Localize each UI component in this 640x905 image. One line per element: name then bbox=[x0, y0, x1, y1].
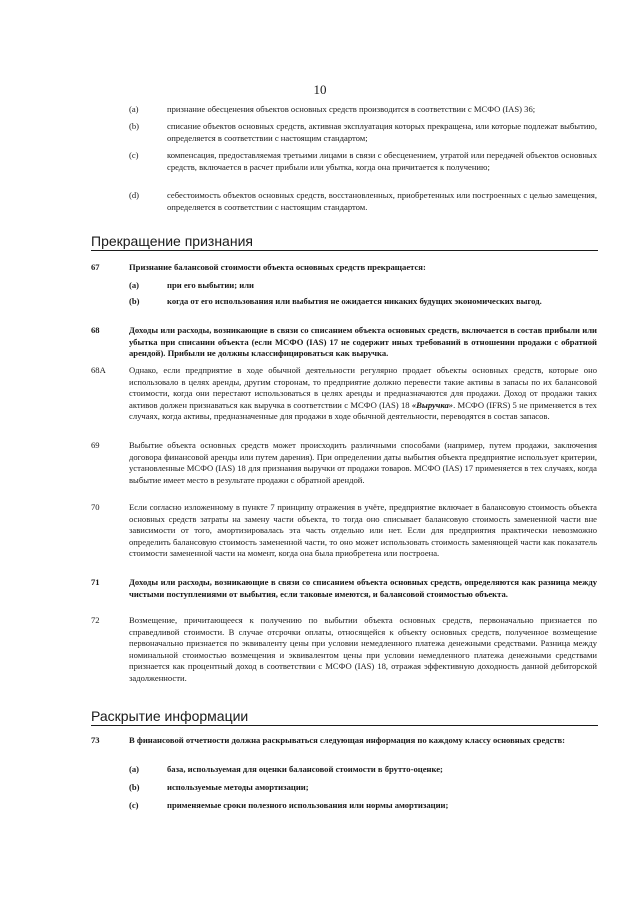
text-segment: . МСФО (IFRS) 5 не применяется в тех случаях, когда активы, предназначенные для продажи в ходе обычной деятельности, переводятся в состав запасов. bbox=[129, 399, 597, 422]
text-segment: Однако, если предприятие в ходе обычной деятельности регулярно продает объекты основных средств, которые оно использовало в целях аренды, другим сторонам, то предприятие должно перевести такие активы в запасы по их балансовой стоимости, когда они перестают использоваться в целях аренды и предназначаются для продажи. Доход от продажи таких активов должен признаваться как выручка в соответствии с МСФО (IAS) 18 bbox=[129, 365, 597, 410]
paragraph-number: 67 bbox=[91, 262, 100, 272]
item-label: (a) bbox=[129, 104, 139, 114]
item-label: (b) bbox=[129, 296, 140, 306]
paragraph-number: 68А bbox=[91, 365, 106, 375]
paragraph-number: 73 bbox=[91, 735, 100, 745]
item-text: признание обесценения объектов основных средств производится в соответствии с МСФО (IAS) 36; bbox=[167, 104, 536, 114]
paragraph-text: Выбытие объекта основных средств может происходить различными способами (например, путем продажи, заключения договора финансовой аренды или путем дарения). При определении даты выбытия объекта предприятие использует критерии, установленные МСФО (IAS) 18 для признания выручки от продажи товаров. МСФО (IAS) 17 применяется в тех случаях, когда выбытие имеет место в результате продажи с обратной арендой. bbox=[129, 440, 597, 485]
paragraph-text: Если согласно изложенному в пункте 7 принципу отражения в учёте, предприятие включает в балансовую стоимость объекта основных средств затраты на замену части объекта, то тогда оно списывает балансовую стоимость замененной части вне зависимости от того, амортизировалась эта часть отдельно или нет. Если для предприятия практически невозможно определить балансовую стоимость замененной части, то оно может использовать стоимость заменяющей части как показатель стоимости замененной части на момент, когда она была приобретена или построена. bbox=[129, 502, 597, 559]
item-text: себестоимость объектов основных средств, восстановленных, приобретенных или построенных с целью замещения, определяется в соответствии с настоящим стандартом. bbox=[167, 190, 597, 212]
section-heading: Прекращение признания bbox=[91, 233, 598, 251]
text-segment-italic: «Выручка» bbox=[411, 399, 454, 410]
section-heading: Раскрытие информации bbox=[91, 708, 598, 726]
item-label: (d) bbox=[129, 190, 140, 200]
item-text: компенсация, предоставляемая третьими лицами в связи с обесценением, утратой или передачей объектов основных средств, включается в расчет прибыли или убытка, когда она причитается к получению; bbox=[167, 150, 597, 172]
paragraph-text: Доходы или расходы, возникающие в связи со списанием объекта основных средств, включается в состав прибыли или убытка при списании объекта (если МСФО (IAS) 17 не содержит иных требований в отношении продажи с обратной арендой). Прибыли не должны классифицироваться как выручка. bbox=[129, 325, 597, 359]
item-label: (a) bbox=[129, 280, 140, 290]
paragraph-number: 72 bbox=[91, 615, 100, 625]
paragraph-number: 68 bbox=[91, 325, 100, 335]
paragraph-number: 69 bbox=[91, 440, 100, 450]
item-text: база, используемая для оценки балансовой стоимости в брутто-оценке; bbox=[167, 764, 443, 774]
paragraph-text: В финансовой отчетности должна раскрываться следующая информация по каждому классу основных средств: bbox=[129, 735, 566, 745]
item-text: при его выбытии; или bbox=[167, 280, 254, 290]
page-number: 10 bbox=[313, 82, 327, 97]
item-text: используемые методы амортизации; bbox=[167, 782, 309, 792]
item-label: (a) bbox=[129, 764, 140, 774]
item-text: применяемые сроки полезного использования или нормы амортизации; bbox=[167, 800, 449, 810]
item-label: (c) bbox=[129, 150, 139, 160]
item-label: (c) bbox=[129, 800, 139, 810]
paragraph-number: 71 bbox=[91, 577, 100, 587]
item-label: (b) bbox=[129, 121, 140, 131]
item-label: (b) bbox=[129, 782, 140, 792]
paragraph-text: Возмещение, причитающееся к получению по выбытии объекта основных средств, первоначально признается по справедливой стоимости. В случае отсрочки оплаты, относящейся к объекту основных средств, полученное возмещение первоначально признается по эквиваленту цены при условии немедленного платежа денежными средствами. Разница между номинальной стоимостью возмещения и эквивалентом цены при условии немедленного платежа денежными средствами признается как процентный доход в соответствии с МСФО (IAS) 18, отражая эффективную доходность данной дебиторской задолженности. bbox=[129, 615, 597, 683]
item-text: списание объектов основных средств, активная эксплуатация которых прекращена, или которые подлежат выбытию, определяется в соответствии с настоящим стандартом; bbox=[167, 121, 597, 143]
paragraph-number: 70 bbox=[91, 502, 100, 512]
paragraph-text bbox=[129, 365, 597, 423]
paragraph-text: Доходы или расходы, возникающие в связи со списанием объекта основных средств, определяются как разница между чистыми поступлениями от выбытия, если таковые имеются, и балансовой стоимостью объекта. bbox=[129, 577, 597, 599]
item-text: когда от его использования или выбытия не ожидается никаких будущих экономических выгод. bbox=[167, 296, 542, 306]
paragraph-text: Признание балансовой стоимости объекта основных средств прекращается: bbox=[129, 262, 426, 272]
